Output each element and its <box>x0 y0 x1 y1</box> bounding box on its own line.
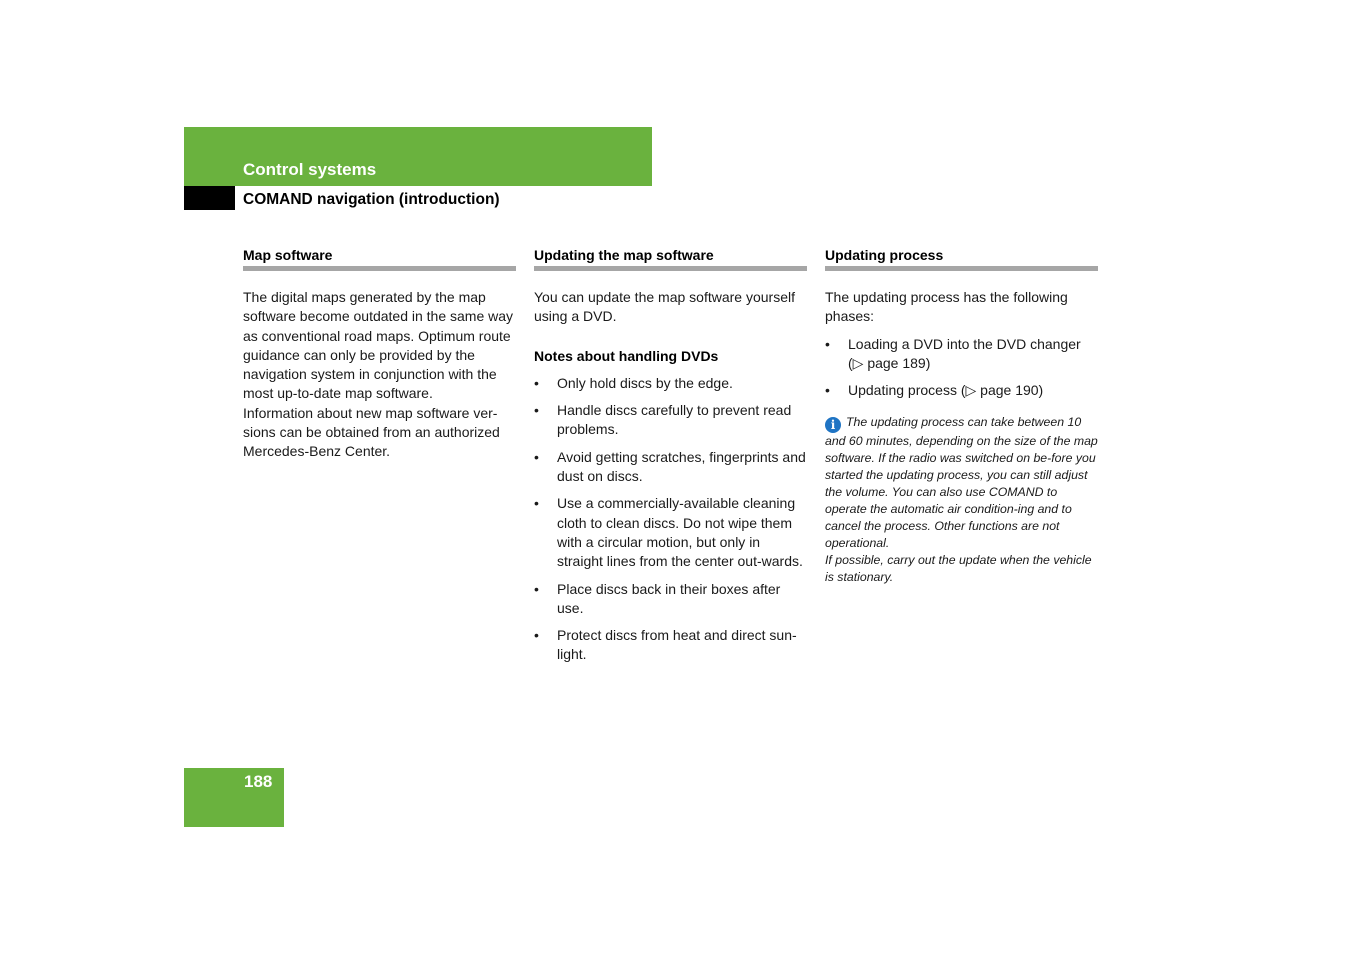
section-title: Control systems <box>243 160 377 179</box>
bullet: • <box>534 448 539 465</box>
bullet: • <box>825 382 830 399</box>
paragraph: You can update the map software yourself using a DVD. <box>534 289 795 325</box>
list-item: • Avoid getting scratches, fingerprints and dust on discs. <box>534 448 806 485</box>
list-item: • Protect discs from heat and direct sun-light. <box>534 627 797 663</box>
bullet: • <box>534 402 539 419</box>
page-subtitle: COMAND navigation (introduction) <box>243 191 500 208</box>
column-map-software <box>243 246 516 462</box>
subheading-notes-dvds: Notes about handling DVDs <box>534 347 719 364</box>
heading-map-software: Map software <box>243 246 516 271</box>
paragraph: The updating process has the following phases: <box>825 289 1068 325</box>
bullet: • <box>534 374 539 391</box>
column-updating-process <box>825 246 1098 586</box>
info-icon: i <box>825 417 841 433</box>
list-item: • Handle discs carefully to prevent read problems. <box>534 402 792 438</box>
update-phases-list <box>825 335 1098 401</box>
list-item: • Updating process (▷ page 190) <box>825 381 1098 400</box>
heading-updating-process: Updating process <box>825 246 1098 271</box>
bullet: • <box>534 627 539 644</box>
bullet: • <box>825 335 830 352</box>
column-updating-map-software <box>534 246 807 673</box>
list-item: • Use a commercially-available cleaning cloth to clean discs. Do not wipe them with a circular motion, but only in straight lines from the center out-wards. <box>534 495 803 570</box>
dvd-notes-list <box>534 374 807 665</box>
heading-updating-map-software: Updating the map software <box>534 246 807 271</box>
chapter-marker <box>184 186 235 210</box>
list-item: • Only hold discs by the edge. <box>534 374 807 393</box>
bullet: • <box>534 580 539 597</box>
info-note: i The updating process can take between 10 and 60 minutes, depending on the size of the map software. If the radio was switched on be-fore you started the updating process, you can still adjust the volume. You can also use COMAND to operate the automatic air condition-ing and to cancel the process. Other functions are not operational. If possible, carry out the update when the vehicle is stationary. <box>825 415 1098 584</box>
page-number: 188 <box>244 772 273 791</box>
bullet: • <box>534 495 539 512</box>
info-note-line: If possible, carry out the update when the vehicle is stationary. <box>825 552 1092 584</box>
list-item: • Place discs back in their boxes after use. <box>534 580 781 616</box>
paragraph: Information about new map software ver-sions can be obtained from an authorized Mercedes-Benz Center. <box>243 404 500 460</box>
list-item: • Loading a DVD into the DVD changer (▷ page 189) <box>825 335 1081 371</box>
paragraph: The digital maps generated by the map software become outdated in the same way as conventional road maps. Optimum route guidance can only be provided by the navigation system in conjunction with the most up-to-date map software. <box>243 289 514 402</box>
